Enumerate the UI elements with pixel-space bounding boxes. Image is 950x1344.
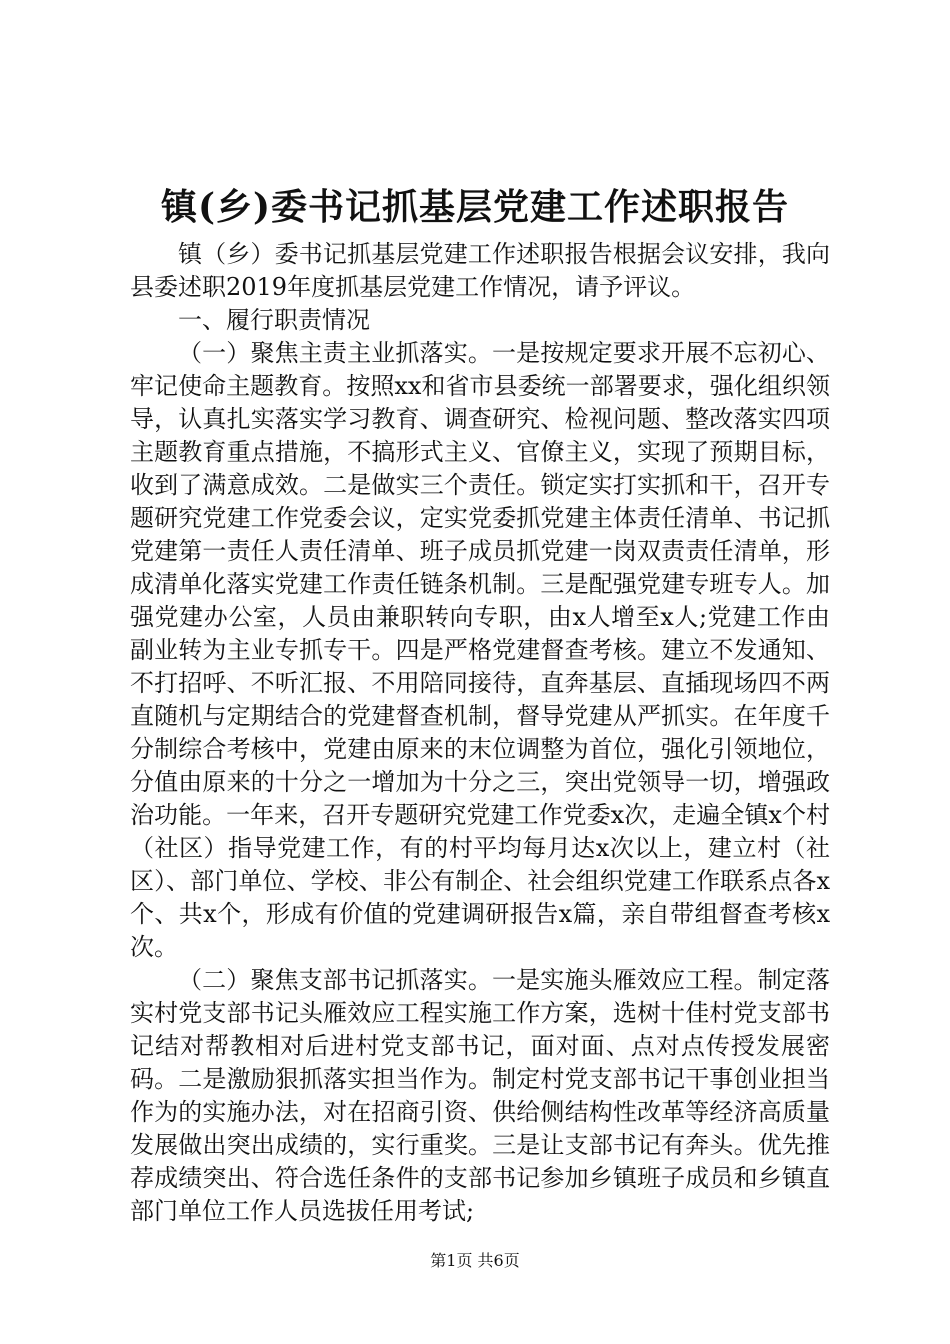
section-heading: 一、履行职责情况 (178, 306, 370, 334)
page-number: 第1页 共6页 (430, 1251, 520, 1270)
document-body (130, 238, 830, 1228)
document-title: 镇(乡)委书记抓基层党建工作述职报告 (160, 186, 790, 228)
body-paragraph: （一）聚焦主责主业抓落实。一是按规定要求开展不忘初心、牢记使命主题教育。按照xx和省市县委统一部署要求，强化组织领导，认真扎实落实学习教育、调查研究、检视问题、整改落实四项主题教育重点措施，不搞形式主义、官僚主义，实现了预期目标，收到了满意成效。二是做实三个责任。锁定实打实抓和干，召开专题研究党建工作党委会议，定实党委抓党建主体责任清单、书记抓党建第一责任人责任清单、班子成员抓党建一岗双责责任清单，形成清单化落实党建工作责任链条机制。三是配强党建专班专人。加强党建办公室，人员由兼职转向专职，由x人增至x人;党建工作由副业转为主业专抓专干。四是严格党建督查考核。建立不发通知、不打招呼、不听汇报、不用陪同接待，直奔基层、直插现场四不两直随机与定期结合的党建督查机制，督导党建从严抓实。在年度千分制综合考核中，党建由原来的末位调整为首位，强化引领地位，分值由原来的十分之一增加为十分之三，突出党领导一切，增强政治功能。一年来，召开专题研究党建工作党委x次，走遍全镇x个村（社区）指导党建工作，有的村平均每月达x次以上，建立村（社区）、部门单位、学校、非公有制企、社会组织党建工作联系点各x个、共x个，形成有价值的党建调研报告x篇，亲自带组督查考核x次。 (130, 339, 830, 961)
intro-paragraph: 镇（乡）委书记抓基层党建工作述职报告根据会议安排，我向县委述职2019年度抓基层党建工作情况，请予评议。 (130, 240, 830, 301)
body-paragraph: （二）聚焦支部书记抓落实。一是实施头雁效应工程。制定落实村党支部书记头雁效应工程实施工作方案，选树十佳村党支部书记结对帮教相对后进村党支部书记，面对面、点对点传授发展密码。二是激励狠抓落实担当作为。制定村党支部书记干事创业担当作为的实施办法，对在招商引资、供给侧结构性改革等经济高质量发展做出突出成绩的，实行重奖。三是让支部书记有奔头。优先推荐成绩突出、符合选任条件的支部书记参加乡镇班子成员和乡镇直部门单位工作人员选拔任用考试; (130, 966, 830, 1225)
